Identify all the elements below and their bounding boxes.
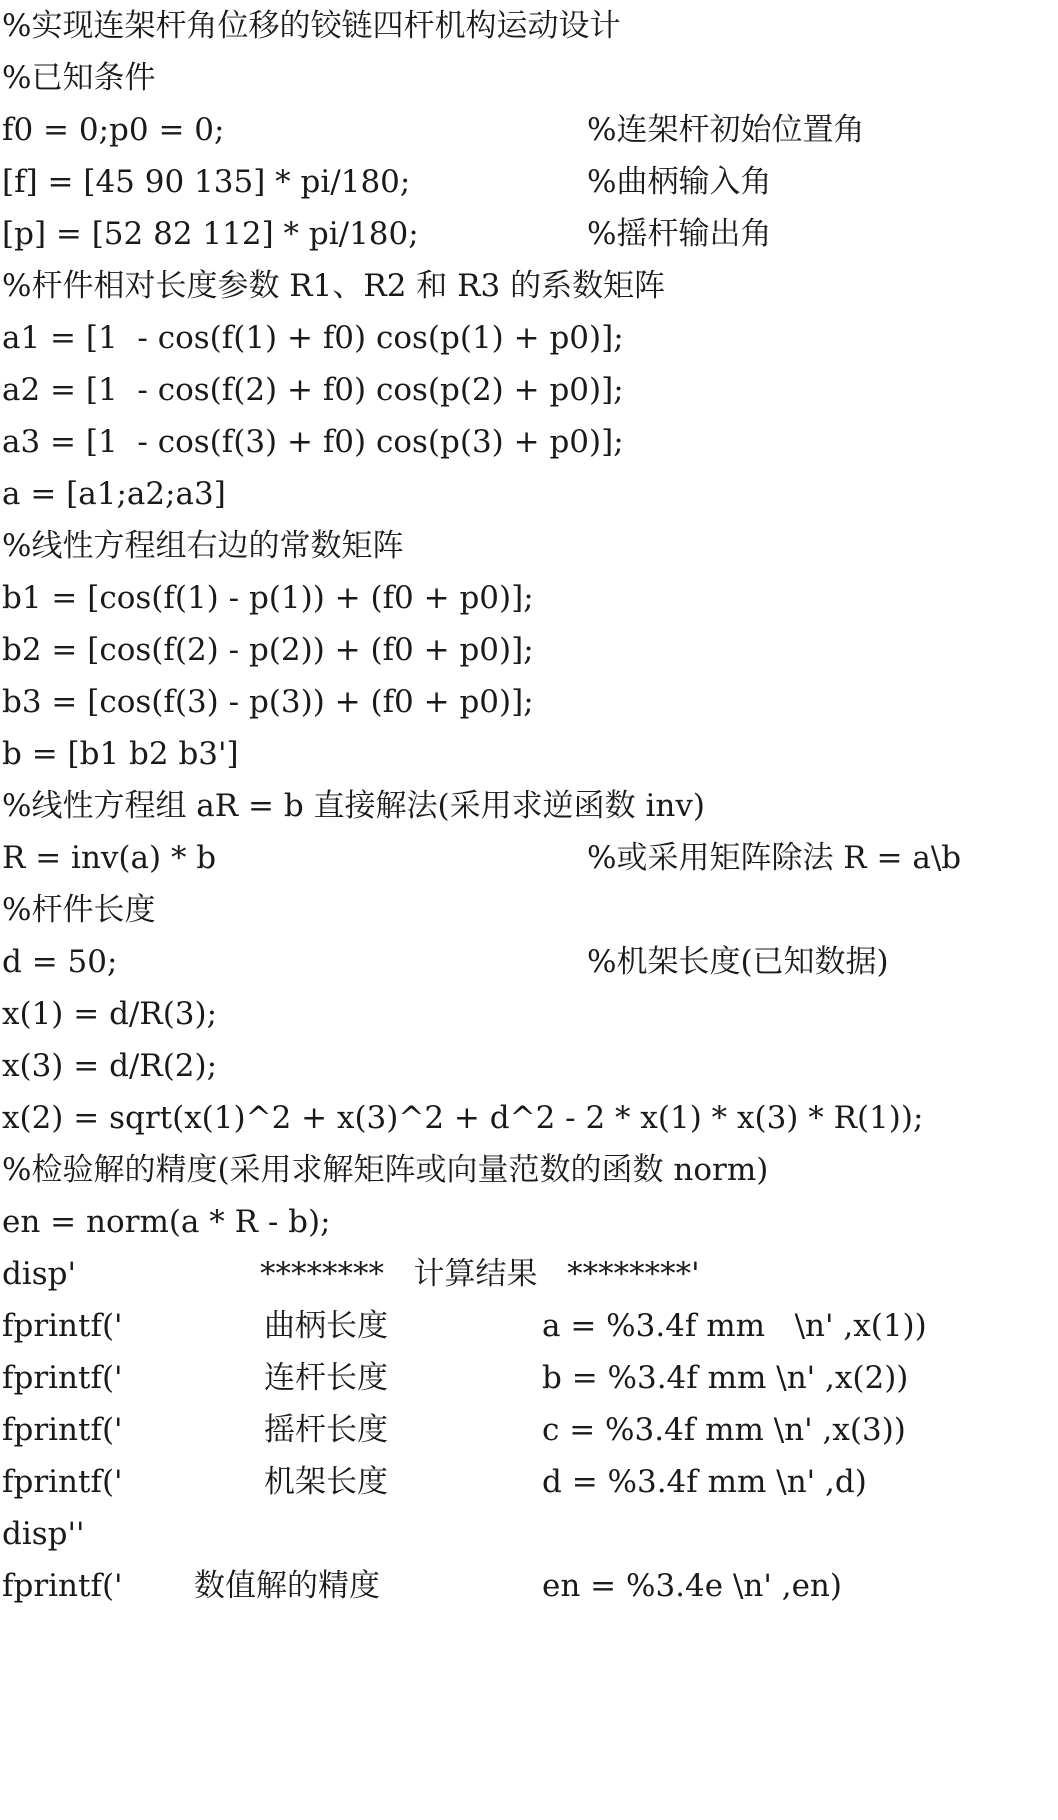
output-format: en = %3.4e \n' ,en): [542, 1568, 842, 1604]
code-text: fprintf(': [2, 1464, 123, 1500]
code-line: [2, 728, 1052, 780]
code-text: disp'': [2, 1516, 85, 1552]
code-line: [2, 624, 1052, 676]
code-text: [p] = [52 82 112] * pi/180;: [2, 216, 419, 252]
inline-comment: %或采用矩阵除法 R = a\b: [587, 840, 962, 876]
code-text: d = 50;: [2, 944, 118, 980]
code-line: [2, 936, 1052, 988]
code-text: b2 = [cos(f(2) - p(2)) + (f0 + p0)];: [2, 632, 534, 668]
inline-comment: %机架长度(已知数据): [587, 944, 889, 980]
code-line: [2, 104, 1052, 156]
code-text: b3 = [cos(f(3) - p(3)) + (f0 + p0)];: [2, 684, 534, 720]
code-text: %线性方程组右边的常数矩阵: [2, 528, 404, 564]
code-line: [2, 1092, 1052, 1144]
code-line: [2, 884, 1052, 936]
code-text: fprintf(': [2, 1568, 123, 1604]
code-text: fprintf(': [2, 1360, 123, 1396]
code-text: %杆件相对长度参数 R1、R2 和 R3 的系数矩阵: [2, 268, 666, 304]
code-text: b = [b1 b2 b3']: [2, 736, 239, 772]
code-text: x(3) = d/R(2);: [2, 1048, 218, 1084]
inline-comment: %摇杆输出角: [587, 216, 772, 252]
code-text: x(2) = sqrt(x(1)^2 + x(3)^2 + d^2 - 2 * x(1) * x(3) * R(1));: [2, 1100, 924, 1136]
output-format: a = %3.4f mm \n' ,x(1)): [542, 1308, 927, 1344]
code-text: a2 = [1 - cos(f(2) + f0) cos(p(2) + p0)];: [2, 372, 624, 408]
output-label: 连杆长度: [264, 1360, 388, 1396]
code-text: %已知条件: [2, 60, 156, 96]
output-format: d = %3.4f mm \n' ,d): [542, 1464, 867, 1500]
code-text: a1 = [1 - cos(f(1) + f0) cos(p(1) + p0)];: [2, 320, 624, 356]
code-text: a = [a1;a2;a3]: [2, 476, 226, 512]
code-line: [2, 208, 1052, 260]
code-line: [2, 832, 1052, 884]
code-line: [2, 676, 1052, 728]
code-line: [2, 1456, 1052, 1508]
code-text: %线性方程组 aR = b 直接解法(采用求逆函数 inv): [2, 788, 705, 824]
output-label: 机架长度: [264, 1464, 388, 1500]
output-label: 曲柄长度: [264, 1308, 388, 1344]
code-line: [2, 1508, 1052, 1560]
code-text: %检验解的精度(采用求解矩阵或向量范数的函数 norm): [2, 1152, 769, 1188]
code-line: [2, 364, 1052, 416]
code-text: disp': [2, 1256, 77, 1292]
code-text: %实现连架杆角位移的铰链四杆机构运动设计: [2, 8, 621, 44]
code-text: b1 = [cos(f(1) - p(1)) + (f0 + p0)];: [2, 580, 534, 616]
output-format: c = %3.4f mm \n' ,x(3)): [542, 1412, 906, 1448]
code-text: R = inv(a) * b: [2, 840, 217, 876]
code-text: [f] = [45 90 135] * pi/180;: [2, 164, 411, 200]
output-banner: ******** 计算结果 ********': [260, 1256, 700, 1292]
code-line: [2, 416, 1052, 468]
code-text: x(1) = d/R(3);: [2, 996, 218, 1032]
code-text: a3 = [1 - cos(f(3) + f0) cos(p(3) + p0)];: [2, 424, 624, 460]
code-line: [2, 468, 1052, 520]
code-text: f0 = 0;p0 = 0;: [2, 112, 225, 148]
code-line: [2, 260, 1052, 312]
code-line: [2, 1144, 1052, 1196]
output-label: 摇杆长度: [264, 1412, 388, 1448]
code-line: [2, 780, 1052, 832]
code-text: fprintf(': [2, 1308, 123, 1344]
code-line: [2, 988, 1052, 1040]
output-label: 数值解的精度: [194, 1568, 380, 1604]
inline-comment: %曲柄输入角: [587, 164, 772, 200]
code-line: [2, 52, 1052, 104]
code-line: [2, 1040, 1052, 1092]
output-format: b = %3.4f mm \n' ,x(2)): [542, 1360, 909, 1396]
code-line: [2, 1196, 1052, 1248]
code-line: [2, 1560, 1052, 1612]
code-line: [2, 0, 1052, 52]
code-text: en = norm(a * R - b);: [2, 1204, 331, 1240]
inline-comment: %连架杆初始位置角: [587, 112, 865, 148]
code-line: [2, 1352, 1052, 1404]
code-text: %杆件长度: [2, 892, 156, 928]
code-line: [2, 1248, 1052, 1300]
code-text: fprintf(': [2, 1412, 123, 1448]
code-line: [2, 312, 1052, 364]
code-line: [2, 572, 1052, 624]
code-line: [2, 1300, 1052, 1352]
code-line: [2, 1404, 1052, 1456]
code-line: [2, 520, 1052, 572]
code-line: [2, 156, 1052, 208]
